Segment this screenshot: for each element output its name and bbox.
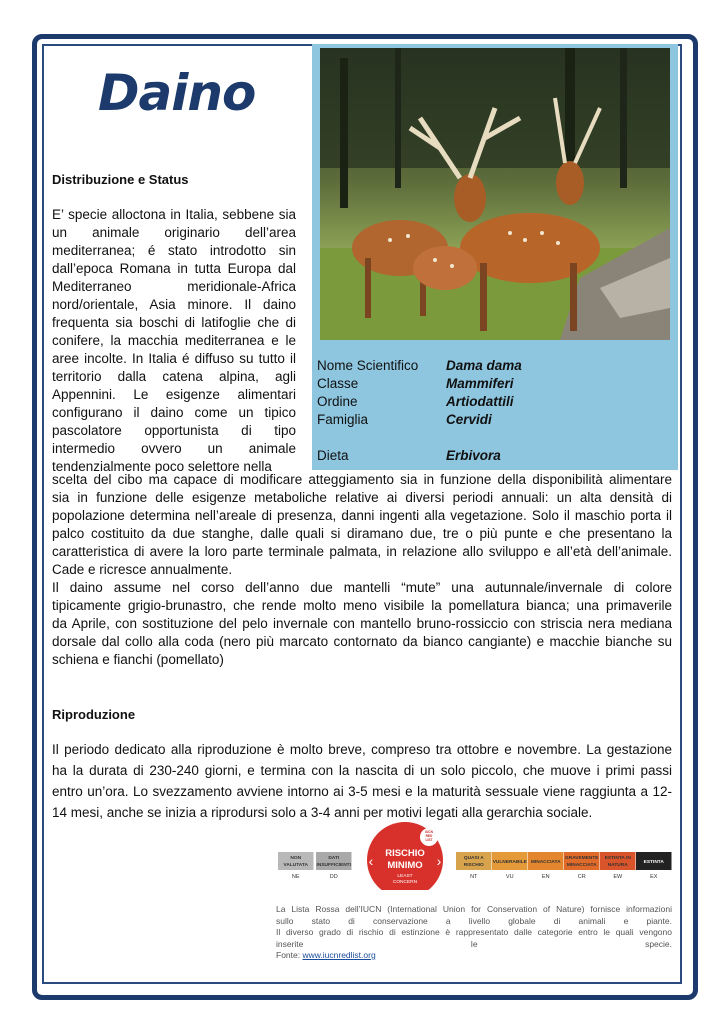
text-line: dorsale dal collo alla coda (nero più marcato contornato da bianco cangiante) e macchie bianche su [52, 634, 672, 649]
iucn-category-label: RISCHIO [463, 863, 484, 868]
text-line: 14 mesi, anche se inizia a riprodursi solo a 3-4 anni per motivi legati alla gerarchia sociale. [52, 805, 593, 820]
text-line: da Aprile, con sostituzione del pelo invernale con mantello bruno-rossiccio con striscia nera mediana [52, 616, 672, 631]
text-line: scelta del cibo ma capace di modificare atteggiamento sia in funzione della disponibilità alimentare [52, 472, 672, 487]
taxonomy-label: Nome Scientifico [317, 358, 419, 373]
iucn-category-code: DD [329, 874, 338, 880]
caption-line: inserite le specie. [276, 938, 672, 949]
iucn-category-code: CR [577, 874, 586, 880]
taxonomy-label: Ordine [317, 394, 358, 409]
iucn-category-label: VALUTATA [283, 863, 308, 868]
iucn-caption [276, 904, 672, 962]
taxonomy-value: Artiodattili [446, 394, 514, 409]
taxonomy-value: Dama dama [446, 358, 522, 373]
iucn-category-label: NATURA [607, 863, 628, 868]
iucn-highlight-label: RISCHIO [385, 848, 425, 859]
iucn-category-label: ESTINTA [643, 860, 664, 865]
iucn-category-label: NON [290, 856, 302, 861]
text-line: ha la durata di 230-240 giorni, e termina con la nascita di un solo piccolo, che muove i primi passi [52, 763, 672, 778]
text-line: Cade e ricresce annualmente. [52, 562, 233, 577]
text-line: aree incolte. In Italia é diffuso su tutto il [52, 351, 296, 366]
taxonomy-label: Classe [317, 376, 359, 391]
text-line: Appennini. Le esigenze alimentari [52, 387, 296, 402]
text-line: configurano il daino come un tipico [52, 405, 296, 420]
text-line: Mediterraneo meridionale-Africa [52, 279, 296, 294]
distribution-heading: Distribuzione e Status [52, 172, 189, 187]
text-line: E’ specie alloctona in Italia, sebbene sia [52, 207, 296, 222]
iucn-category-code: VU [505, 874, 514, 880]
iucn-highlight-label: CONCERN [392, 880, 418, 885]
iucn-source-label: Fonte: [276, 950, 303, 960]
text-line: frequenta sia boschi di latifoglie che di [52, 315, 296, 330]
iucn-category-label: GRAVEMENTE [565, 856, 599, 861]
iucn-category-label: QUASI A [463, 856, 484, 861]
chevron-right-icon: › [436, 853, 442, 869]
text-line: entro un’ora. Lo svezzamento avviene intorno ai 3-5 mesi e la maturità sessuale viene raggiunta a 12- [52, 784, 672, 799]
iucn-highlight-label: MINIMO [387, 860, 423, 871]
text-line: dall’epoca Romana in tutta Europa dal [52, 261, 296, 276]
text-line: schiena e fianchi (pomellato) [52, 652, 224, 667]
text-line: nord/orientale, Asia minore. Il daino [52, 297, 296, 312]
text-line: territorio dalla catena alpina, agli [52, 369, 296, 384]
iucn-category-label: INSUFFICIENTI [316, 863, 351, 868]
iucn-category-code: EW [613, 874, 623, 880]
text-line: palco costituito da due stanghe, dalle quali si diramano due, tre o più punte e che presentano la [52, 526, 672, 541]
caption-line: Il diverso grado di rischio di estinzione è rappresentato dalle categorie entro le quali vengono [276, 927, 672, 937]
text-line: un animale originario dell’area [52, 225, 296, 240]
taxonomy-value: Erbivora [446, 448, 501, 463]
text-line: tendenzialmente poco selettore nella [52, 459, 272, 474]
reproduction-heading: Riproduzione [52, 707, 136, 722]
iucn-category-code: NT [470, 874, 478, 880]
caption-line: La Lista Rossa dell’IUCN (International Union for Conservation of Nature) fornisce informazioni [276, 904, 672, 914]
iucn-highlight-label: LEAST [397, 874, 413, 879]
text-line: sia in funzione delle esigenze metaboliche relative ai diversi periodi annuali: un alta densità di [52, 490, 672, 505]
text-line: conifere, la macchia mediterranea e le [52, 333, 296, 348]
caption-line: sullo stato di conservazione a livello globale di animali e piante. [276, 915, 672, 926]
text-line: mediterranea; é stato introdotto sin [52, 243, 296, 258]
taxonomy-value: Mammiferi [446, 376, 514, 391]
iucn-category-label: MINACCIATA [530, 860, 561, 865]
text-line: Il daino assume nel corso dell’anno due mantelli “mute” una autunnale/invernale di colore [52, 580, 672, 595]
text-line: popolazione determina nell’areale di presenza, danni ingenti alla vegetazione. Solo il maschio porta il [52, 508, 672, 523]
iucn-category-code: EX [650, 874, 658, 880]
text-line: tipicamente grigio-brunastro, che rende molto meno visibile la pomellatura bianca; una primaverile [52, 598, 672, 613]
text-line: pascolatore opportunista di tipo [52, 423, 296, 438]
iucn-category-code: NE [291, 874, 300, 880]
text-line: Il periodo dedicato alla riproduzione è molto breve, compreso tra ottobre e novembre. La gestazione [52, 742, 672, 757]
text-line: caratteristica di avere la loro parte terminale palmata, in relazione allo sviluppo e all’età dell’animale. [52, 544, 672, 559]
iucn-category-label: MINACCIATA [566, 863, 597, 868]
iucn-category-label: DATI [328, 856, 340, 861]
taxonomy-label: Dieta [317, 448, 349, 463]
text-line: intermedio ovvero un animale [52, 441, 296, 456]
taxonomy-label: Famiglia [317, 412, 369, 427]
iucn-status-graphic [278, 820, 674, 890]
chevron-left-icon: ‹ [368, 853, 374, 869]
iucn-category-label: ESTINTA IN [604, 856, 631, 861]
iucn-logo-text: RED [425, 834, 433, 838]
iucn-logo-text: IUCN [425, 830, 433, 834]
iucn-logo-text: LIST [425, 838, 433, 842]
deer-photo [320, 48, 670, 340]
iucn-category-code: EN [541, 874, 550, 880]
iucn-category-label: VULNERABILE [492, 860, 527, 865]
page-title: Daino [98, 64, 256, 122]
iucn-source-link[interactable]: www.iucnredlist.org [302, 950, 376, 960]
taxonomy-value: Cervidi [446, 412, 492, 427]
